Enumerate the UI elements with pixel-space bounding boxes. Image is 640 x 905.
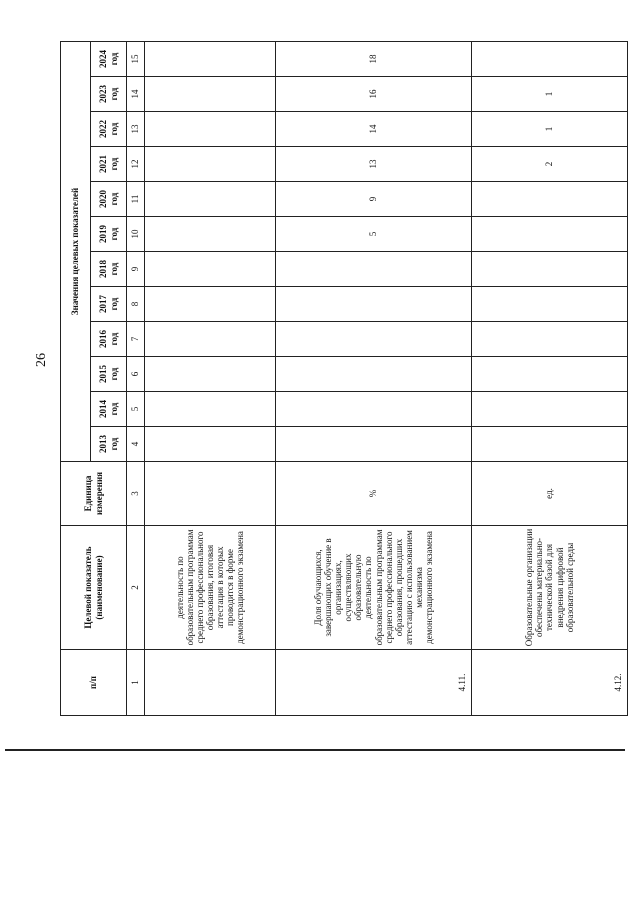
value-cell: [472, 427, 628, 462]
column-index: 7: [127, 322, 145, 357]
separator-line: [5, 749, 625, 751]
header-year: 2016 год: [91, 322, 127, 357]
value-cell: [145, 41, 276, 76]
value-cell: [276, 252, 472, 287]
value-cell: 14: [276, 112, 472, 147]
column-index: 4: [127, 427, 145, 462]
value-cell: [472, 252, 628, 287]
column-index: 11: [127, 182, 145, 217]
header-year: 2022 год: [91, 112, 127, 147]
header-year: 2023 год: [91, 77, 127, 112]
value-cell: 16: [276, 77, 472, 112]
unit-cell: [145, 462, 276, 526]
value-cell: [472, 182, 628, 217]
value-cell: [145, 77, 276, 112]
column-index: 14: [127, 77, 145, 112]
column-index: 5: [127, 392, 145, 427]
rotated-table-container: [60, 43, 627, 716]
value-cell: [472, 357, 628, 392]
column-index: 12: [127, 147, 145, 182]
value-cell: [472, 41, 628, 76]
column-index: 2: [127, 526, 145, 650]
header-year: 2015 год: [91, 357, 127, 392]
indicator-name: деятельность по образовательным программам среднего профессионального образования, итоговая аттестация в которых проводится в форме демонстрационного экзамена: [145, 526, 276, 650]
row-number: 4.11.: [276, 650, 472, 716]
row-number: [145, 650, 276, 716]
header-year: 2018 год: [91, 252, 127, 287]
value-cell: [472, 217, 628, 252]
column-index: 6: [127, 357, 145, 392]
value-cell: 1: [472, 77, 628, 112]
header-values-group: Значения целевых показателей: [61, 41, 91, 461]
value-cell: [472, 322, 628, 357]
value-cell: [276, 392, 472, 427]
table-row: [276, 41, 472, 715]
unit-cell: %: [276, 462, 472, 526]
column-index: 3: [127, 462, 145, 526]
header-row-1: [61, 41, 91, 715]
value-cell: 5: [276, 217, 472, 252]
value-cell: [145, 357, 276, 392]
value-cell: [472, 287, 628, 322]
value-cell: [276, 287, 472, 322]
column-index: 15: [127, 41, 145, 76]
header-unit: Единица измерения: [61, 462, 127, 526]
header-year: 2019 год: [91, 217, 127, 252]
value-cell: 13: [276, 147, 472, 182]
column-index-row: [127, 41, 145, 715]
table-row: [145, 41, 276, 715]
value-cell: 1: [472, 112, 628, 147]
value-cell: [145, 217, 276, 252]
value-cell: [145, 427, 276, 462]
header-indicator: Целевой показатель (наименование): [61, 526, 127, 650]
header-year: 2013 год: [91, 427, 127, 462]
value-cell: 2: [472, 147, 628, 182]
value-cell: [145, 252, 276, 287]
header-num: п/п: [61, 650, 127, 716]
row-number: 4.12.: [472, 650, 628, 716]
unit-cell: ед.: [472, 462, 628, 526]
column-index: 10: [127, 217, 145, 252]
value-cell: 18: [276, 41, 472, 76]
value-cell: [145, 112, 276, 147]
column-index: 1: [127, 650, 145, 716]
value-cell: [145, 147, 276, 182]
target-indicators-table: [60, 41, 628, 716]
value-cell: [472, 392, 628, 427]
value-cell: [276, 357, 472, 392]
value-cell: [145, 322, 276, 357]
indicator-name: Образовательные организации обеспечены материально-технической базой для внедрения цифровой образовательной среды: [472, 526, 628, 650]
value-cell: 9: [276, 182, 472, 217]
value-cell: [276, 427, 472, 462]
column-index: 13: [127, 112, 145, 147]
page-number: 26: [34, 353, 49, 367]
column-index: 9: [127, 252, 145, 287]
header-year: 2017 год: [91, 287, 127, 322]
indicator-name: Доля обучающихся, завершающих обучение в организациях, осуществляющих образовательную деятельность по образовательным программам среднего профессионального образования, прошедших аттестацию с использованием механизма демонстрационного экзамена: [276, 526, 472, 650]
value-cell: [145, 182, 276, 217]
value-cell: [145, 287, 276, 322]
table-row: [472, 41, 628, 715]
column-index: 8: [127, 287, 145, 322]
value-cell: [145, 392, 276, 427]
header-year: 2020 год: [91, 182, 127, 217]
header-year: 2014 год: [91, 392, 127, 427]
header-year: 2024 год: [91, 41, 127, 76]
value-cell: [276, 322, 472, 357]
header-year: 2021 год: [91, 147, 127, 182]
